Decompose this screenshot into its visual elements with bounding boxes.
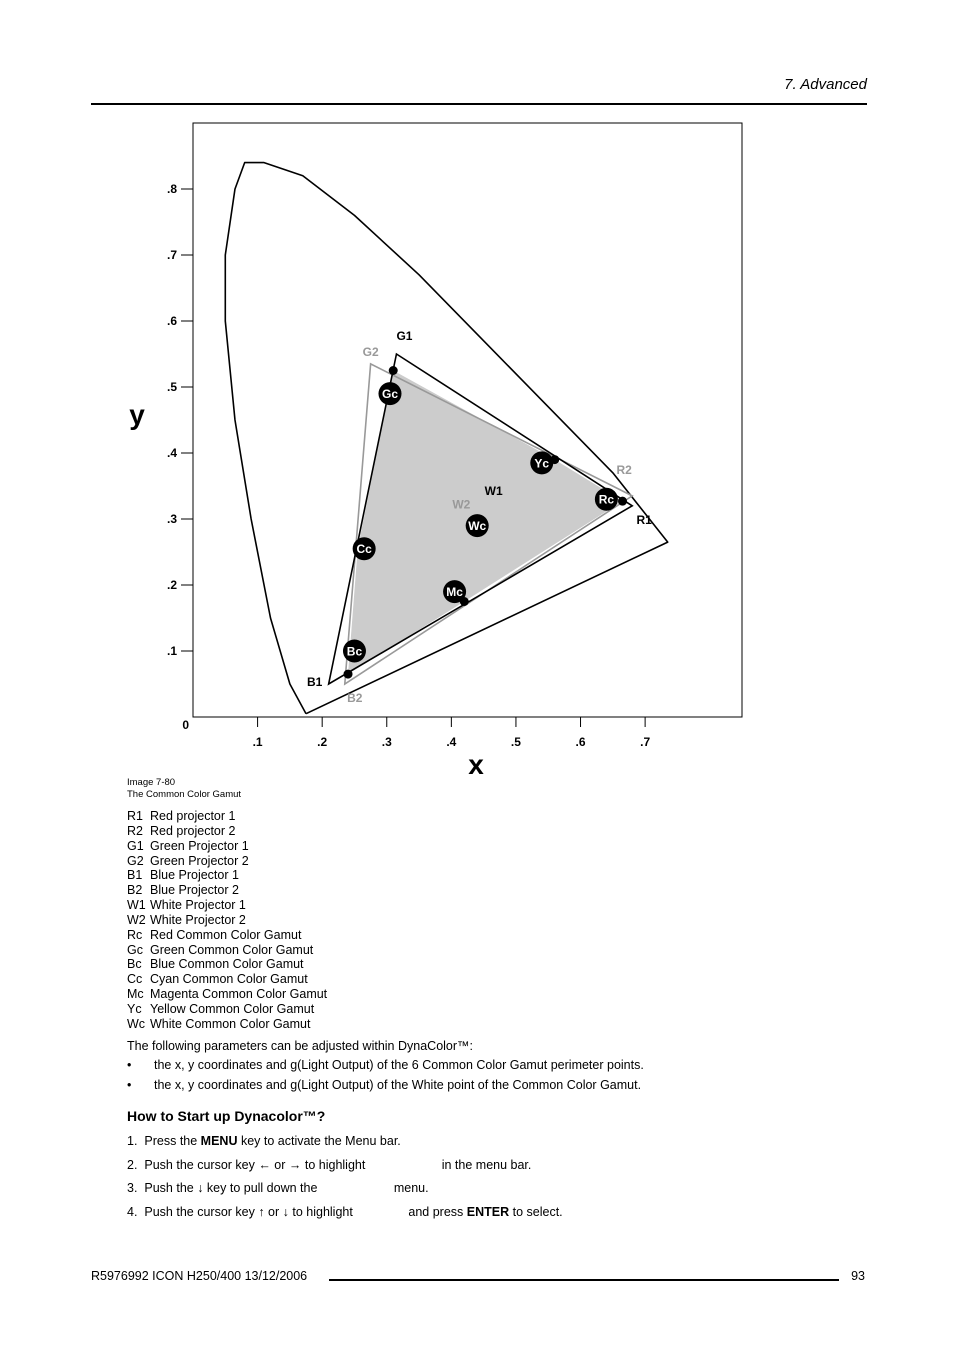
x-tick-label: .1 [252, 735, 263, 749]
legend-label: Yellow Common Color Gamut [150, 1001, 315, 1016]
legend-row [127, 913, 327, 928]
legend-row [127, 1002, 327, 1017]
footer-rule [329, 1279, 839, 1281]
bullet-item [127, 1078, 641, 1092]
perimeter-point [389, 366, 398, 375]
perimeter-point [344, 670, 353, 679]
legend-code: W1 [127, 898, 146, 913]
gamut-1-label: G1 [396, 329, 413, 343]
origin-label: 0 [182, 718, 189, 732]
legend-row [127, 898, 327, 913]
image-caption [127, 777, 241, 801]
legend-label: White Projector 2 [150, 912, 246, 927]
step-text: Push the cursor key ← or → to highlight [144, 1158, 366, 1172]
legend-code: Bc [127, 957, 142, 972]
white-point-label: W2 [452, 497, 471, 512]
legend-row [127, 839, 327, 854]
x-tick-label: .3 [381, 735, 392, 749]
common-gamut-label: Wc [468, 519, 487, 534]
x-tick-label: .6 [575, 735, 586, 749]
caption-title: The Common Color Gamut [127, 789, 242, 800]
legend-row [127, 928, 327, 943]
step-2 [127, 1158, 531, 1172]
legend-code: R2 [127, 823, 143, 838]
common-gamut-label: Rc [598, 492, 615, 507]
step-text: menu. [317, 1181, 429, 1195]
legend-label: Blue Projector 1 [150, 868, 239, 883]
gamut-1-label: R1 [636, 512, 652, 527]
bullet-marker: • [127, 1058, 132, 1072]
y-tick-label: .8 [166, 182, 177, 196]
legend-label: White Common Color Gamut [150, 1016, 311, 1031]
y-tick-label: .7 [166, 248, 177, 262]
bullet-item [127, 1058, 644, 1072]
legend-list [127, 809, 327, 1032]
legend-code: Cc [127, 972, 143, 987]
footer-document-id: R5976992 ICON H250/400 13/12/2006 [91, 1269, 308, 1283]
legend-label: Red projector 2 [150, 823, 236, 838]
legend-code: W2 [127, 912, 146, 927]
step-4 [127, 1205, 563, 1219]
legend-code: Yc [127, 1001, 142, 1016]
legend-row [127, 824, 327, 839]
chapter-title: 7. Advanced [784, 76, 867, 93]
legend-row [127, 1017, 327, 1032]
y-tick-label: .4 [166, 446, 177, 460]
y-tick-label: .6 [166, 314, 177, 328]
section-heading: How to Start up Dynacolor™? [127, 1108, 326, 1124]
legend-code: Rc [127, 927, 143, 942]
legend-label: Green Common Color Gamut [150, 942, 314, 957]
legend-code: G2 [127, 853, 144, 868]
x-tick-label: .4 [446, 735, 457, 749]
bullet-text: the x, y coordinates and g(Light Output) of the White point of the Common Color Gamut. [154, 1078, 642, 1092]
legend-row [127, 957, 327, 972]
y-axis-label: y [129, 399, 145, 430]
legend-row [127, 854, 327, 869]
y-tick-label: .1 [166, 644, 177, 658]
gamut-1-label: B1 [306, 675, 323, 689]
common-gamut-label: Mc [446, 585, 463, 600]
step-text: key to activate the Menu bar. [237, 1134, 401, 1148]
step-text: in the menu bar. [365, 1158, 532, 1172]
step-text: to select. [509, 1205, 563, 1219]
legend-code: Mc [127, 987, 144, 1002]
legend-label: Magenta Common Color Gamut [150, 987, 328, 1002]
legend-label: Red Common Color Gamut [150, 927, 302, 942]
legend-row [127, 868, 327, 883]
step-number: 4. [127, 1205, 138, 1219]
legend-label: White Projector 1 [150, 898, 246, 913]
legend-code: G1 [127, 838, 144, 853]
step-1 [127, 1134, 401, 1148]
caption-number: Image 7-80 [127, 777, 176, 788]
page-number: 93 [851, 1269, 865, 1283]
step-number: 2. [127, 1158, 138, 1172]
common-gamut-label: Cc [356, 542, 372, 557]
legend-label: Red projector 1 [150, 809, 236, 823]
x-tick-label: .5 [510, 735, 521, 749]
legend-row [127, 972, 327, 987]
step-3 [127, 1181, 429, 1195]
legend-row [127, 883, 327, 898]
legend-row [127, 987, 327, 1002]
gamut-2-label: B2 [347, 691, 363, 705]
step-number: 3. [127, 1181, 138, 1195]
common-gamut-label: Bc [346, 644, 363, 659]
legend-row [127, 943, 327, 958]
y-tick-label: .2 [166, 578, 177, 592]
step-key: MENU [200, 1134, 238, 1148]
y-tick-label: .3 [166, 512, 177, 526]
bullet-text: the x, y coordinates and g(Light Output) of the 6 Common Color Gamut perimeter points. [154, 1058, 644, 1072]
legend-label: Blue Projector 2 [150, 883, 239, 898]
perimeter-point [618, 497, 627, 506]
step-text: Press the [144, 1134, 201, 1148]
common-gamut-label: Yc [534, 456, 550, 471]
step-text: Push the cursor key ↑ or ↓ to highlight [144, 1205, 353, 1219]
step-text: Push the ↓ key to pull down the [144, 1181, 318, 1195]
legend-label: Blue Common Color Gamut [150, 957, 304, 972]
legend-code: Gc [127, 942, 143, 957]
common-gamut-label: Gc [381, 387, 399, 402]
legend-label: Green Projector 2 [150, 853, 249, 868]
bullet-marker: • [127, 1078, 132, 1092]
step-text: and press [352, 1205, 467, 1219]
white-point-label: W1 [484, 484, 503, 499]
legend-row [127, 809, 327, 824]
step-number: 1. [127, 1134, 138, 1148]
gamut-2-label: R2 [616, 462, 632, 477]
legend-code: Wc [127, 1016, 146, 1031]
intro-text: The following parameters can be adjusted within DynaColor™: [127, 1039, 474, 1053]
x-axis-label: x [468, 749, 484, 780]
legend-label: Cyan Common Color Gamut [150, 972, 308, 987]
legend-label: Green Projector 1 [150, 838, 249, 853]
x-tick-label: .2 [317, 735, 328, 749]
y-tick-label: .5 [166, 380, 177, 394]
legend-code: B1 [127, 868, 143, 883]
legend-code: B2 [127, 883, 143, 898]
x-tick-label: .7 [640, 735, 651, 749]
legend-code: R1 [127, 809, 143, 823]
step-key: ENTER [466, 1205, 510, 1219]
gamut-2-label: G2 [362, 344, 379, 359]
